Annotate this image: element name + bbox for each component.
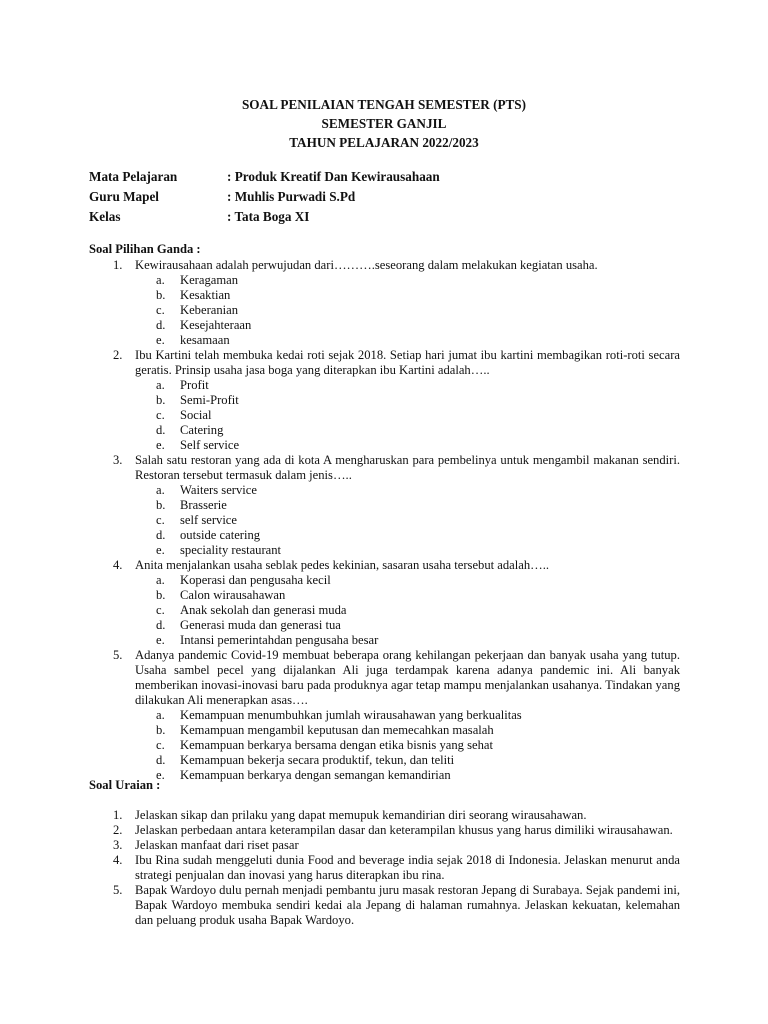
question-text: Adanya pandemic Covid-19 membuat beberapa orang kehilangan pekerjaan dan banyak usaha yang tutup. Usaha sambel pecel yang dijalankan Ali juga terdampak karena adanya pandemic ini. Ali banyak memberikan inovasi-inovasi baru pada produknya agar tetap mampu menjalankan usahanya. Tindakan yang dilakukan Ali menerapkan asas…. (135, 648, 680, 707)
essay-item (89, 808, 680, 823)
option-text: kesamaan (180, 333, 230, 347)
question-number: 2. (113, 348, 123, 362)
option-item (156, 543, 680, 558)
option-letter: a. (156, 273, 165, 287)
option-text: Koperasi dan pengusaha kecil (180, 573, 331, 587)
option-text: Waiters service (180, 483, 257, 497)
option-letter: e. (156, 768, 165, 782)
option-letter: b. (156, 723, 166, 737)
option-text: Generasi muda dan generasi tua (180, 618, 341, 632)
option-letter: a. (156, 708, 165, 722)
question-number: 2. (113, 823, 123, 837)
option-text: Kesaktian (180, 288, 231, 302)
option-text: Semi-Profit (180, 393, 239, 407)
info-row-class (89, 207, 440, 227)
info-row-teacher (89, 187, 440, 207)
question-item (89, 648, 680, 783)
option-item (156, 288, 680, 303)
option-item (156, 393, 680, 408)
question-text: Kewirausahaan adalah perwujudan dari……….seseorang dalam melakukan kegiatan usaha. (135, 258, 598, 272)
option-text: Kemampuan berkarya bersama dengan etika bisnis yang sehat (180, 738, 493, 752)
question-text: Ibu Kartini telah membuka kedai roti sejak 2018. Setiap hari jumat ibu kartini membagikan roti-roti secara geratis. Prinsip usaha jasa boga yang diterapkan ibu Kartini adalah….. (135, 348, 680, 377)
option-text: speciality restaurant (180, 543, 282, 557)
option-text: Keberanian (180, 303, 239, 317)
question-text: Bapak Wardoyo dulu pernah menjadi pembantu juru masak restoran Jepang di Surabaya. Sejak pandemi ini, Bapak Wardoyo membuka sendiri kedai ala Jepang di halaman rumahnya. Jelaskan kekuatan, kelemahan dan peluang produk usaha Bapak Wardoyo. (135, 883, 680, 927)
option-letter: e. (156, 633, 165, 647)
question-text: Anita menjalankan usaha seblak pedes kekinian, sasaran usaha tersebut adalah….. (135, 558, 550, 572)
option-list (156, 483, 680, 558)
option-letter: b. (156, 288, 166, 302)
question-number: 4. (113, 558, 123, 572)
option-text: Catering (180, 423, 224, 437)
option-letter: c. (156, 408, 165, 422)
option-item (156, 738, 680, 753)
option-text: self service (180, 513, 237, 527)
option-letter: d. (156, 318, 166, 332)
option-list (156, 273, 680, 348)
question-text: Jelaskan perbedaan antara keterampilan dasar dan keterampilan khusus yang harus dimiliki wirausahawan. (135, 823, 673, 837)
exam-title: SOAL PENILAIAN TENGAH SEMESTER (PTS) (241, 97, 527, 112)
info-label: Kelas (89, 209, 121, 224)
option-text: Intansi pemerintahdan pengusaha besar (180, 633, 379, 647)
option-text: outside catering (180, 528, 261, 542)
info-value: : Tata Boga XI (227, 209, 310, 224)
option-letter: d. (156, 423, 166, 437)
option-text: Kesejahteraan (180, 318, 252, 332)
option-letter: a. (156, 483, 165, 497)
option-item (156, 378, 680, 393)
question-number: 1. (113, 808, 123, 822)
question-number: 5. (113, 883, 123, 897)
option-item (156, 408, 680, 423)
essay-item (89, 838, 680, 853)
option-letter: d. (156, 528, 166, 542)
multiple-choice-list (89, 258, 680, 783)
essay-list (89, 808, 680, 928)
option-text: Anak sekolah dan generasi muda (180, 603, 347, 617)
year-title: TAHUN PELAJARAN 2022/2023 (289, 135, 479, 150)
question-number: 3. (113, 453, 123, 467)
question-item (89, 258, 680, 348)
option-item (156, 498, 680, 513)
option-item (156, 768, 680, 783)
essay-item (89, 853, 680, 883)
option-list (156, 378, 680, 453)
exam-title-block (0, 95, 768, 152)
option-item (156, 273, 680, 288)
option-text: Kemampuan berkarya dengan semangan kemandirian (180, 768, 451, 782)
info-label: Guru Mapel (89, 189, 159, 204)
option-text: Calon wirausahawan (180, 588, 286, 602)
option-letter: e. (156, 438, 165, 452)
question-number: 4. (113, 853, 123, 867)
option-letter: d. (156, 618, 166, 632)
option-text: Kemampuan bekerja secara produktif, tekun, dan teliti (180, 753, 455, 767)
option-item (156, 303, 680, 318)
option-text: Keragaman (180, 273, 239, 287)
option-list (156, 573, 680, 648)
question-text: Jelaskan sikap dan prilaku yang dapat memupuk kemandirian diri seorang wirausahawan. (135, 808, 587, 822)
exam-info (89, 167, 440, 227)
essay-heading: Soal Uraian : (89, 778, 161, 792)
essay-item (89, 823, 680, 838)
question-text: Ibu Rina sudah menggeluti dunia Food and beverage india sejak 2018 di Indonesia. Jelaskan menurut anda strategi penjualan dan inovasi yang harus diterapkan ibu rina. (135, 853, 680, 882)
info-row-subject (89, 167, 440, 187)
option-item (156, 528, 680, 543)
option-item (156, 753, 680, 768)
option-item (156, 708, 680, 723)
question-number: 3. (113, 838, 123, 852)
option-item (156, 438, 680, 453)
question-text: Salah satu restoran yang ada di kota A mengharuskan para pembelinya untuk mengambil makanan sendiri. Restoran tersebut termasuk dalam jenis….. (135, 453, 680, 482)
option-item (156, 573, 680, 588)
option-text: Social (180, 408, 212, 422)
semester-title: SEMESTER GANJIL (321, 116, 447, 131)
option-letter: c. (156, 603, 165, 617)
option-letter: e. (156, 543, 165, 557)
option-letter: c. (156, 738, 165, 752)
option-text: Profit (180, 378, 209, 392)
option-text: Kemampuan menumbuhkan jumlah wirausahawan yang berkualitas (180, 708, 522, 722)
question-item (89, 348, 680, 453)
question-text: Jelaskan manfaat dari riset pasar (135, 838, 299, 852)
option-letter: a. (156, 378, 165, 392)
option-text: Kemampuan mengambil keputusan dan memecahkan masalah (180, 723, 494, 737)
option-letter: c. (156, 303, 165, 317)
info-value: : Muhlis Purwadi S.Pd (227, 189, 356, 204)
option-item (156, 423, 680, 438)
option-item (156, 483, 680, 498)
info-value: : Produk Kreatif Dan Kewirausahaan (227, 169, 440, 184)
option-item (156, 588, 680, 603)
option-letter: d. (156, 753, 166, 767)
option-item (156, 333, 680, 348)
option-letter: c. (156, 513, 165, 527)
multiple-choice-heading: Soal Pilihan Ganda : (89, 242, 201, 256)
question-number: 5. (113, 648, 123, 662)
option-text: Self service (180, 438, 240, 452)
essay-item (89, 883, 680, 928)
option-text: Brasserie (180, 498, 227, 512)
option-item (156, 633, 680, 648)
question-item (89, 453, 680, 558)
option-letter: b. (156, 498, 166, 512)
question-number: 1. (113, 258, 123, 272)
option-item (156, 603, 680, 618)
option-item (156, 618, 680, 633)
question-item (89, 558, 680, 648)
option-letter: b. (156, 588, 166, 602)
option-item (156, 318, 680, 333)
option-letter: e. (156, 333, 165, 347)
option-item (156, 723, 680, 738)
option-list (156, 708, 680, 783)
option-letter: b. (156, 393, 166, 407)
option-letter: a. (156, 573, 165, 587)
info-label: Mata Pelajaran (89, 169, 178, 184)
option-item (156, 513, 680, 528)
